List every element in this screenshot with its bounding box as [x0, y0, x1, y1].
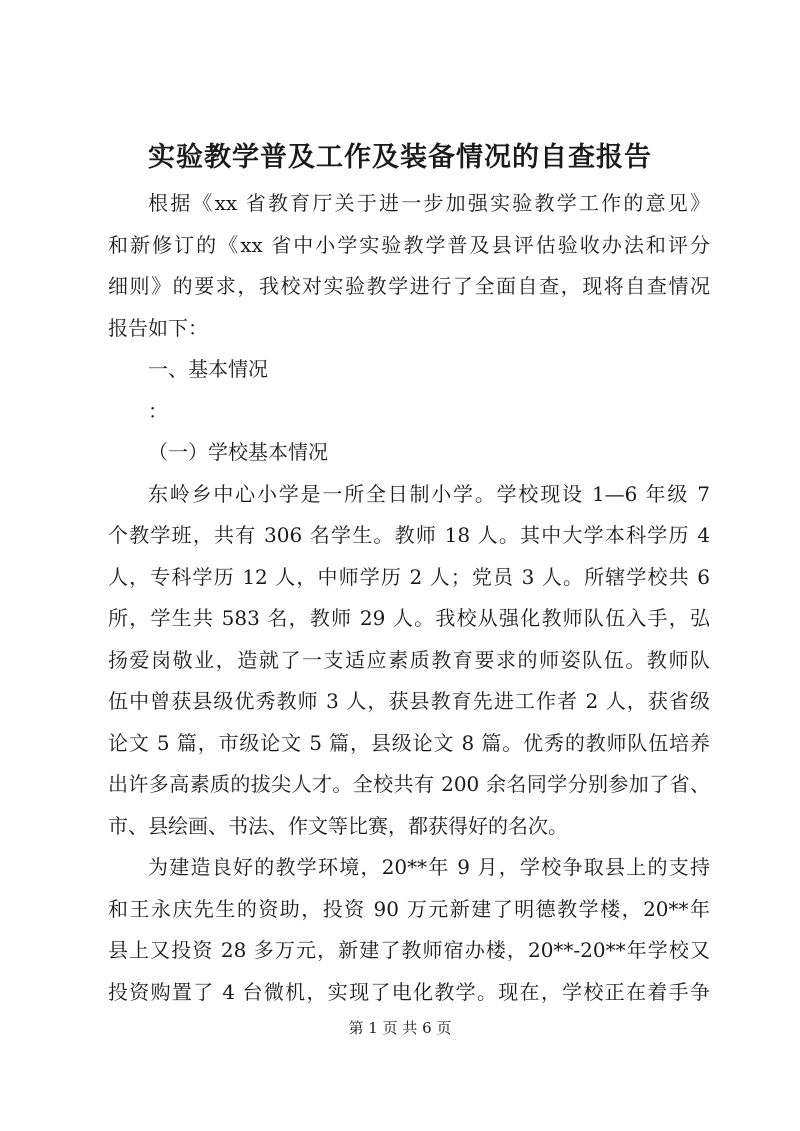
paragraph-line: 所，学生共 583 名，教师 29 人。我校从强化教师队伍入手，弘	[108, 606, 710, 630]
paragraph-line: 报告如下：	[108, 315, 208, 340]
paragraph-line: 根据《xx 省教育厅关于进一步加强实验教学工作的意见》	[148, 191, 710, 215]
paragraph-line: （一）学校基本情况	[148, 440, 328, 464]
paragraph-line: 县上又投资 28 多万元，新建了教师宿办楼，20**-20**年学校又	[108, 938, 710, 962]
paragraph-line: 论文 5 篇，市级论文 5 篇，县级论文 8 篇。优秀的教师队伍培养	[108, 730, 710, 755]
document-title: 实验教学普及工作及装备情况的自查报告	[148, 142, 652, 173]
paragraph-line: 投资购置了 4 台微机，实现了电化教学。现在，学校正在着手争	[108, 979, 710, 1004]
document-body	[108, 183, 710, 1013]
page-footer: 第 1 页 共 6 页	[348, 1019, 452, 1037]
paragraph-line: 出许多高素质的拔尖人才。全校共有 200 余名同学分别参加了省、	[108, 772, 710, 796]
paragraph-line: 细则》的要求，我校对实验教学进行了全面自查，现将自查情况	[108, 274, 710, 298]
paragraph-line: 和新修订的《xx 省中小学实验教学普及县评估验收办法和评分	[108, 232, 710, 257]
paragraph-line: 一、基本情况	[148, 357, 268, 381]
paragraph-line: 伍中曾获县级优秀教师 3 人，获县教育先进工作者 2 人，获省级	[108, 689, 710, 713]
paragraph-line: 个教学班，共有 306 名学生。教师 18 人。其中大学本科学历 4	[108, 523, 710, 547]
paragraph-line: 扬爱岗敬业，造就了一支适应素质教育要求的师姿队伍。教师队	[108, 647, 710, 672]
paragraph-line: 东岭乡中心小学是一所全日制小学。学校现设 1—6 年级 7	[148, 481, 710, 506]
paragraph-line: ：	[148, 398, 168, 423]
paragraph-line: 为建造良好的教学环境，20**年 9 月，学校争取县上的支持	[148, 855, 710, 879]
paragraph-line: 人，专科学历 12 人，中师学历 2 人；党员 3 人。所辖学校共 6	[108, 564, 710, 589]
paragraph-line: 市、县绘画、书法、作文等比赛，都获得好的名次。	[108, 813, 568, 838]
paragraph-line: 和王永庆先生的资助，投资 90 万元新建了明德教学楼，20**年	[108, 896, 710, 921]
